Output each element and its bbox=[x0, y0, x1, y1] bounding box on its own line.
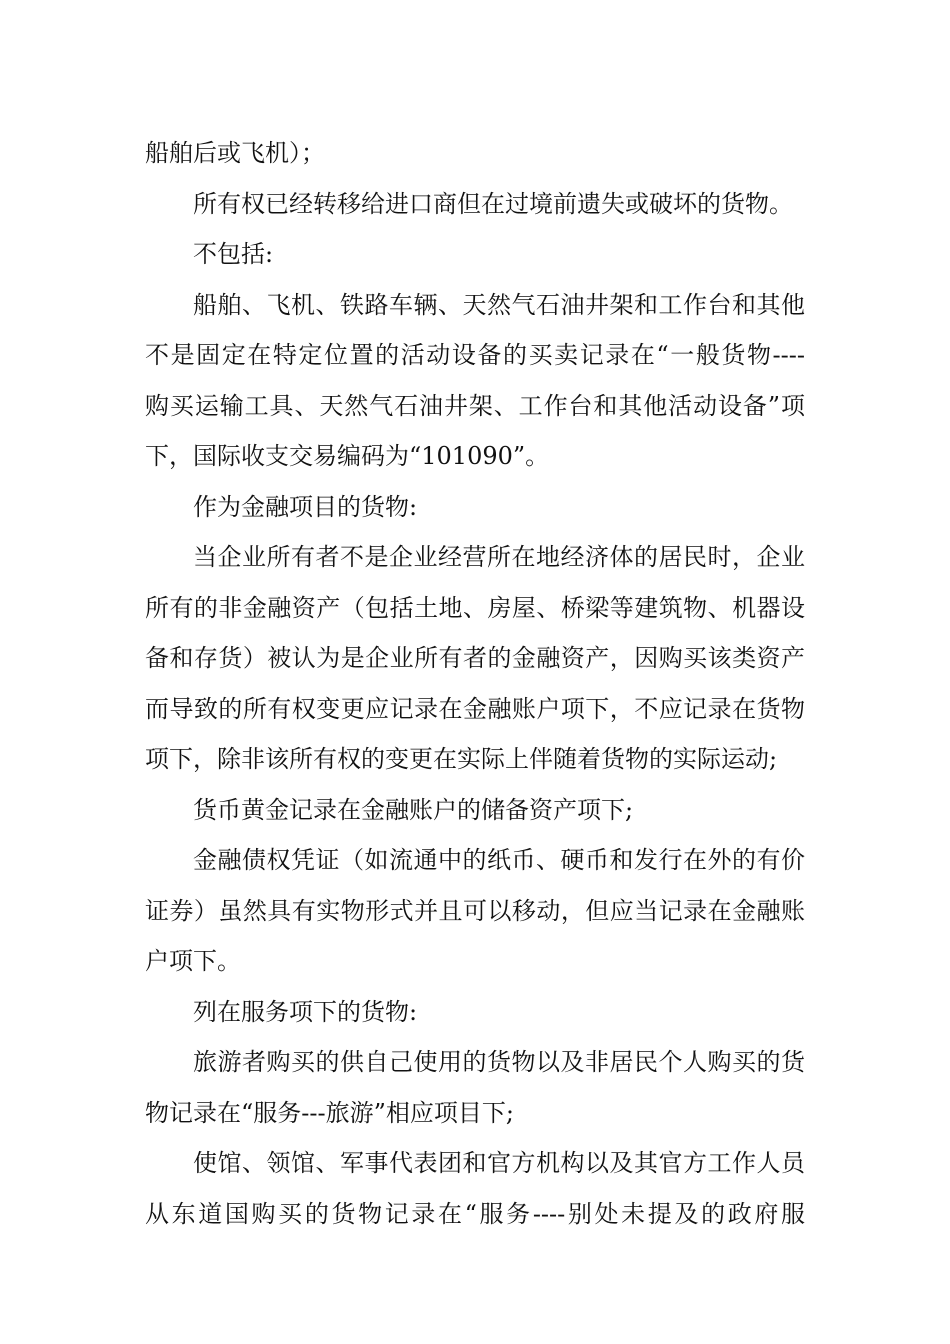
paragraph-line: 旅游者购买的供自己使用的货物以及非居民个人购买的货 bbox=[193, 1048, 805, 1076]
section-heading: 列在服务项下的货物: bbox=[193, 997, 418, 1026]
paragraph-line: 船舶、飞机、铁路车辆、天然气石油井架和工作台和其他 bbox=[193, 290, 805, 319]
text-line: 船舶后或飞机）； bbox=[145, 139, 325, 167]
text-line: 备和存货）被认为是企业所有者的金融资产，因购买该类资产 bbox=[145, 644, 805, 672]
text-line: 购买运输工具、天然气石油井架、工作台和其他活动设备”项 bbox=[145, 391, 805, 420]
text-line: 而导致的所有权变更应记录在金融账户项下，不应记录在货物 bbox=[145, 694, 805, 723]
paragraph-line: 当企业所有者不是企业经营所在地经济体的居民时，企业 bbox=[193, 543, 805, 571]
text-line: 所有的非金融资产（包括土地、房屋、桥梁等建筑物、机器设 bbox=[145, 593, 805, 622]
paragraph-line: 货币黄金记录在金融账户的储备资产项下; bbox=[193, 795, 634, 824]
text-line: 不是固定在特定位置的活动设备的买卖记录在“一般货物---- bbox=[145, 341, 805, 369]
text-line: 物记录在“服务---旅游”相应项目下; bbox=[145, 1098, 514, 1127]
paragraph-line: 使馆、领馆、军事代表团和官方机构以及其官方工作人员 bbox=[193, 1149, 805, 1177]
document-body bbox=[145, 128, 805, 1239]
section-heading: 不包括: bbox=[193, 240, 274, 268]
text-line: 户项下。 bbox=[145, 947, 241, 975]
section-heading: 作为金融项目的货物: bbox=[193, 492, 418, 521]
paragraph-line: 金融债权凭证（如流通中的纸币、硬币和发行在外的有价 bbox=[193, 846, 805, 874]
text-line: 证券）虽然具有实物形式并且可以移动，但应当记录在金融账 bbox=[145, 896, 805, 925]
paragraph-line: 所有权已经转移给进口商但在过境前遗失或破坏的货物。 bbox=[193, 189, 793, 218]
text-line: 下，国际收支交易编码为“101090”。 bbox=[145, 442, 550, 470]
text-line: 项下，除非该所有权的变更在实际上伴随着货物的实际运动; bbox=[145, 745, 778, 773]
text-line: 从东道国购买的货物记录在“服务----别处未提及的政府服 bbox=[145, 1199, 805, 1228]
